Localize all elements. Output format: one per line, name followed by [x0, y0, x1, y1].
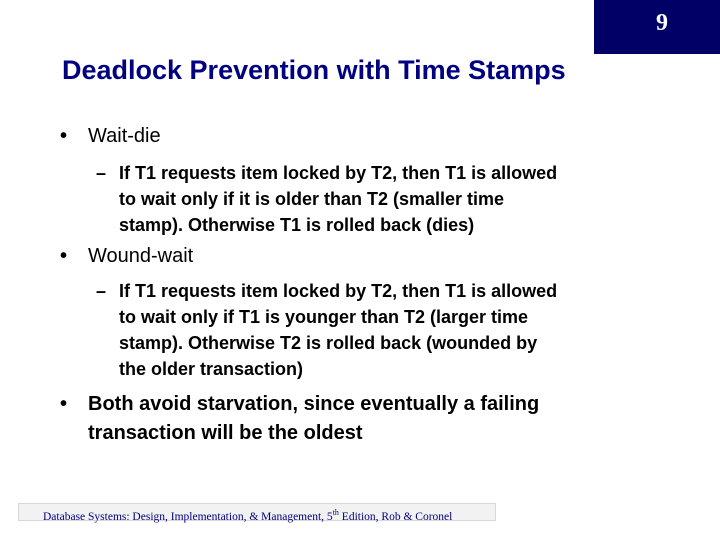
bullet-dot-icon: •: [60, 125, 68, 147]
sub-bullet-line: to wait only if it is older than T2 (smaller time: [119, 189, 505, 209]
slide-title: Deadlock Prevention with Time Stamps: [62, 55, 566, 85]
dash-icon: –: [96, 281, 107, 301]
footer-citation: [18, 503, 496, 521]
dash-icon: –: [96, 163, 107, 183]
bullet-label: Wait-die: [88, 125, 161, 147]
bullet-line: transaction will be the oldest: [88, 422, 363, 444]
bullet-both-avoid-starvation: [60, 390, 539, 448]
bullet-line: Both avoid starvation, since eventually a failing: [88, 393, 540, 415]
sub-bullet-line: stamp). Otherwise T1 is rolled back (dies): [119, 215, 475, 235]
sub-bullet-wait-die: [96, 160, 557, 238]
sub-bullet-line: stamp). Otherwise T2 is rolled back (wounded by: [119, 333, 538, 353]
sub-bullet-line: the older transaction): [119, 359, 304, 379]
footer-text-after: Edition, Rob & Coronel: [338, 510, 453, 523]
footer-superscript: th: [332, 508, 339, 517]
bullet-dot-icon: •: [60, 245, 68, 267]
bullet-label: Wound-wait: [88, 245, 194, 267]
sub-bullet-wound-wait: [96, 278, 557, 382]
sub-bullet-line: If T1 requests item locked by T2, then T1 is allowed: [119, 281, 558, 301]
footer-text: Database Systems: Design, Implementation, & Management, 5: [43, 510, 333, 523]
sub-bullet-line: If T1 requests item locked by T2, then T1 is allowed: [119, 163, 558, 183]
sub-bullet-line: to wait only if T1 is younger than T2 (larger time: [119, 307, 529, 327]
bullet-dot-icon: •: [60, 393, 68, 415]
page-number: 9: [656, 10, 668, 36]
